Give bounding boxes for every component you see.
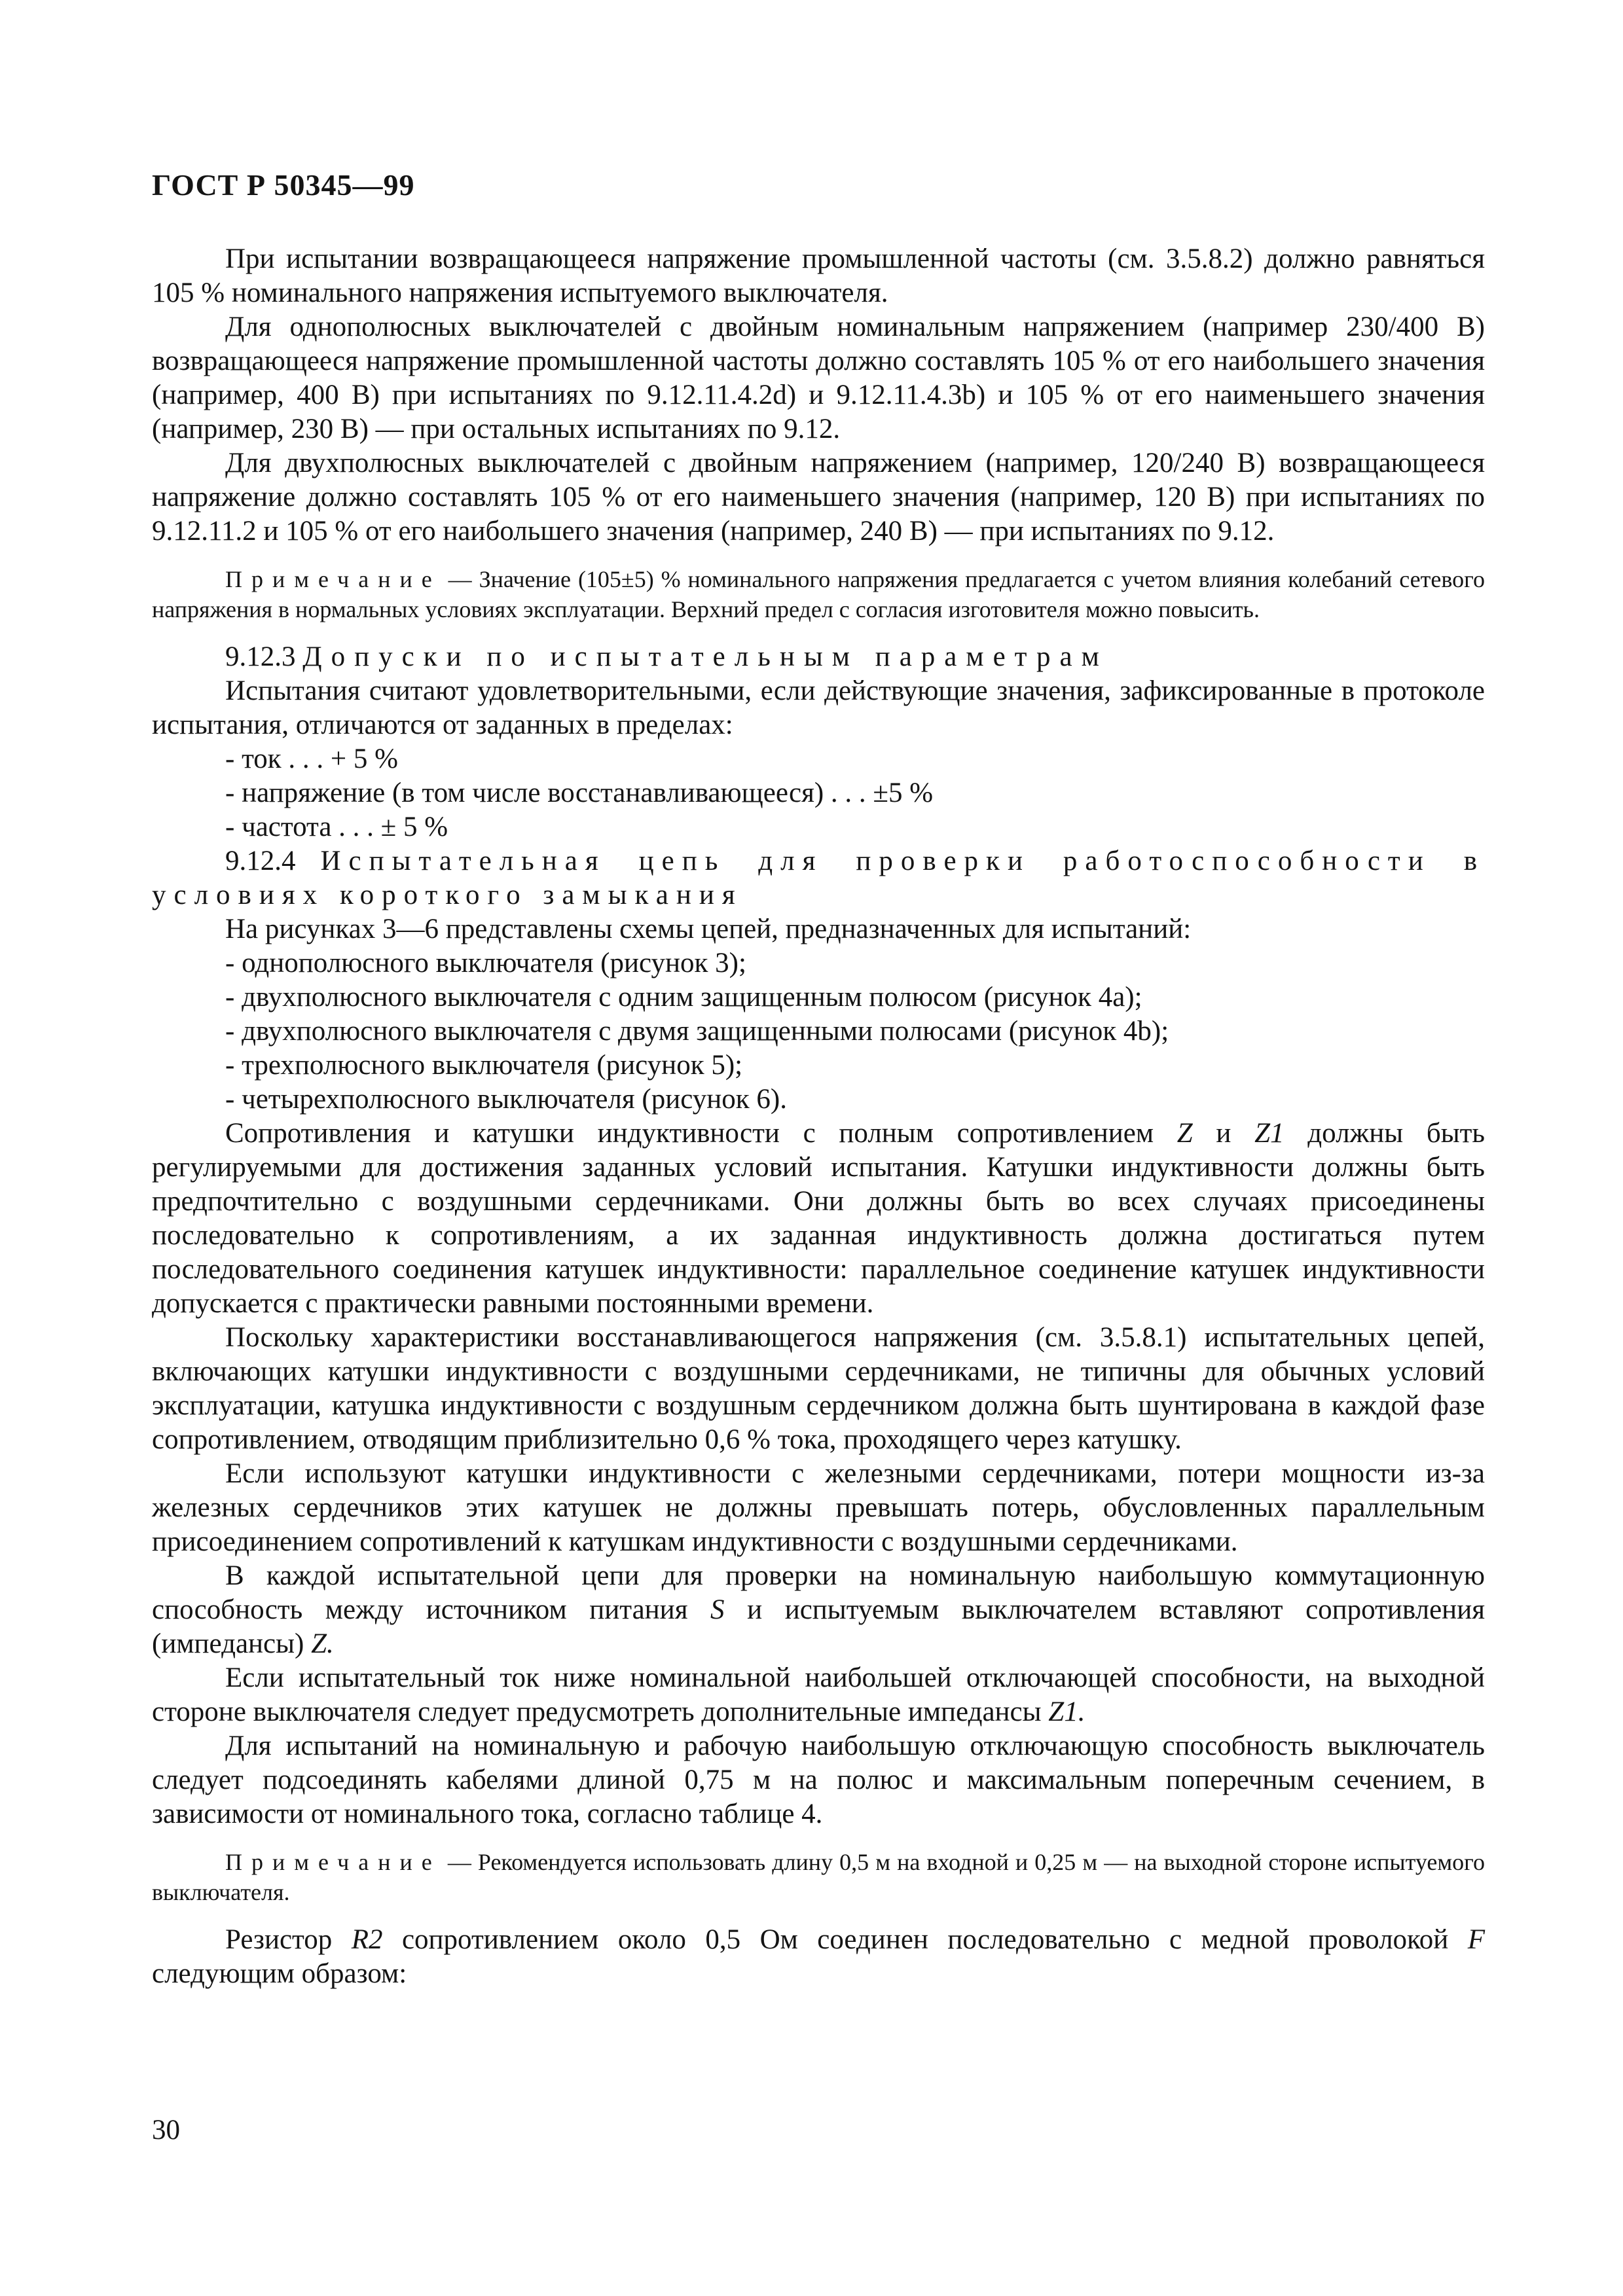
list-item: - однополюсного выключателя (рисунок 3); [225,948,746,978]
symbol-z1: Z1 [1254,1118,1285,1149]
text-run: Если испытательный ток ниже номинальной наибольшей отключающей способности, на выходной стороне выключателя следует предусмотреть дополнительные импедансы [152,1662,1485,1727]
paragraph: Для однополюсных выключателей с двойным номинальным напряжением (например 230/400 В) возвращающееся напряжение промышленной частоты должно составлять 105 % от его наибольшего значения (например, 400 В) при испытаниях по 9.12.11.4.2d) и 9.12.11.4.3b) и 105 % от его наименьшего значения (например, 230 В) — при остальных испытаниях по 9.12. [152,312,1485,444]
note-label: Примечание [225,1849,441,1875]
text-run: В каждой испытательной цепи для проверки на номинальную наибольшую коммутационную способность между источником питания [152,1560,1485,1625]
paragraph: При испытании возвращающееся напряжение промышленной частоты (см. 3.5.8.2) должно равняться 105 % номинального напряжения испытуемого выключателя. [152,243,1485,308]
paragraph: Поскольку характеристики восстанавливающегося напряжения (см. 3.5.8.1) испытательных цепей, включающих катушки индуктивности с воздушными сердечниками, не типичны для обычных условий эксплуатации, катушка индуктивности с воздушным сердечником должна быть шунтирована в каждой фазе сопротивлением, отводящим приблизительно 0,6 % тока, проходящего через катушку. [152,1322,1485,1455]
symbol-s: S [710,1594,725,1625]
section-title: Допуски по испытательным параметрам [302,641,1108,672]
text-run: сопротивлением около 0,5 Ом соединен последовательно с медной проволокой [382,1924,1468,1955]
symbol-z: Z [1176,1118,1193,1149]
symbol-r2: R2 [351,1924,383,1955]
list-item: - четырехполюсного выключателя (рисунок 6). [225,1084,787,1115]
paragraph: Для испытаний на номинальную и рабочую наибольшую отключающую способность выключатель следует подсоединять кабелями длиной 0,75 м на полюс и максимальным поперечным сечением, в зависимости от номинального тока, согласно таблице 4. [152,1731,1485,1829]
paragraph: Для двухполюсных выключателей с двойным напряжением (например, 120/240 В) возвращающееся напряжение должно составлять 105 % от его наименьшего значения (например, 120 В) при испытаниях по 9.12.11.2 и 105 % от его наибольшего значения (например, 240 В) — при испытаниях по 9.12. [152,448,1485,547]
text-run: следующим образом: [152,1958,407,1989]
symbol-z: Z. [311,1628,334,1659]
text-run: и испытуемым выключателем вставляют сопротивления (импедансы) [152,1594,1485,1659]
section-heading-9-12-3 [152,640,1485,674]
note-label: Примечание [225,566,441,592]
symbol-z1: Z1. [1048,1696,1085,1727]
symbol-f: F [1467,1924,1485,1955]
list-item: - ток . . . + 5 % [225,744,399,774]
paragraph [152,1117,1485,1321]
list-item: - двухполюсного выключателя с одним защищенным полюсом (рисунок 4а); [225,982,1142,1013]
text-run: и [1192,1118,1255,1149]
section-number: 9.12.3 [225,641,303,672]
list-item: - трехполюсного выключателя (рисунок 5); [225,1050,743,1081]
section-heading-9-12-4 [152,844,1485,912]
section-number: 9.12.4 [225,846,321,876]
text-run: Сопротивления и катушки индуктивности с полным сопротивлением [225,1118,1177,1149]
paragraph: Испытания считают удовлетворительными, если действующие значения, зафиксированные в протоколе испытания, отличаются от заданных в пределах: [152,675,1485,740]
note-2 [152,1847,1485,1907]
list-item: - двухполюсного выключателя с двумя защищенными полюсами (рисунок 4b); [225,1016,1169,1047]
note-text: — Рекомендуется использовать длину 0,5 м на входной и 0,25 м — на выходной стороне испытуемого выключателя. [152,1849,1485,1905]
list-item: - частота . . . ± 5 % [225,812,448,842]
page-number: 30 [152,2115,180,2145]
body-text [152,242,1485,1991]
paragraph [152,1661,1485,1729]
document-header: ГОСТ Р 50345—99 [152,168,415,202]
note-text: — Значение (105±5) % номинального напряжения предлагается с учетом влияния колебаний сетевого напряжения в нормальных условиях эксплуатации. Верхний предел с согласия изготовителя можно повысить. [152,566,1485,622]
text-run: должны быть регулируемыми для достижения заданных условий испытания. Катушки индуктивности должны быть предпочтительно с воздушными сердечниками. Они должны быть во всех случаях присоединены последовательно к сопротивлениям, а их заданная индуктивность должна достигаться путем последовательного соединения катушек индуктивности: параллельное соединение катушек индуктивности допускается с практически равными постоянными времени. [152,1118,1486,1319]
paragraph: Если используют катушки индуктивности с железными сердечниками, потери мощности из-за железных сердечников этих катушек не должны превышать потерь, обусловленных параллельным присоединением сопротивлений к катушкам индуктивности с воздушными сердечниками. [152,1458,1485,1557]
paragraph [152,1559,1485,1661]
list-item: - напряжение (в том числе восстанавливающееся) . . . ±5 % [225,778,934,808]
section-title: Испытательная цепь для проверки работоспособности в условиях короткого замыкания [152,846,1486,910]
paragraph: На рисунках 3—6 представлены схемы цепей, предназначенных для испытаний: [225,914,1192,944]
paragraph [152,1923,1485,1991]
note-1 [152,564,1485,624]
text-run: Резистор [225,1924,352,1955]
